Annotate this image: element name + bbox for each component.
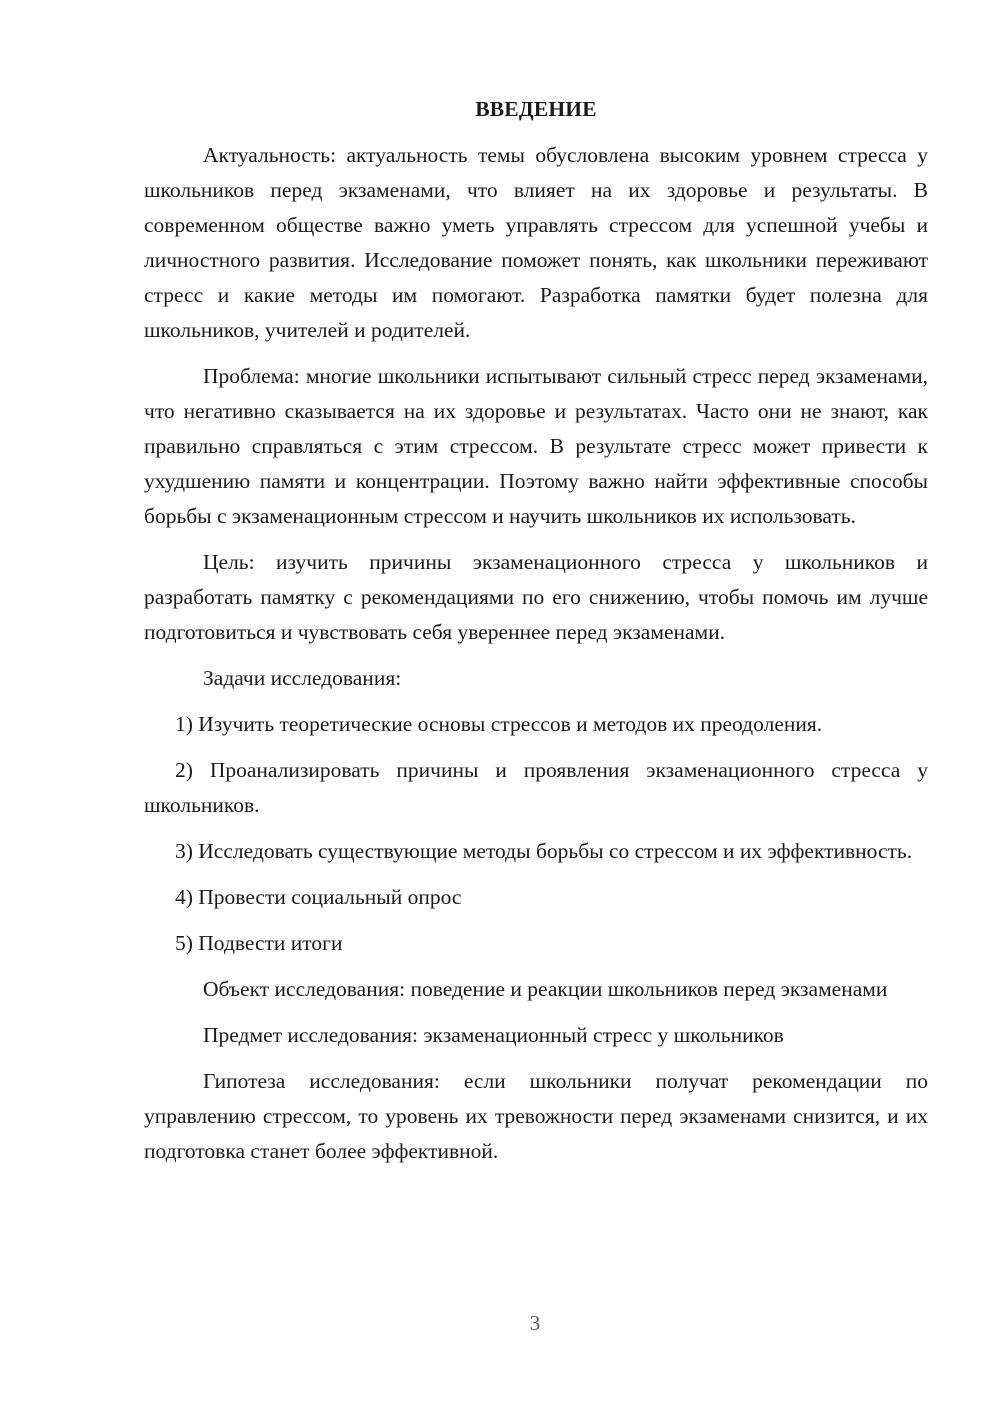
- paragraph-relevance: Актуальность: актуальность темы обусловлена высоким уровнем стресса у школьников перед экзаменами, что влияет на их здоровье и результаты. В современном обществе важно уметь управлять стрессом для успешной учебы и личностного развития. Исследование поможет понять, как школьники переживают стресс и какие методы им помогают. Разработка памятки будет полезна для школьников, учителей и родителей.: [144, 143, 928, 342]
- section-title: ВВЕДЕНИЕ: [475, 97, 597, 121]
- task-item-3: 3) Исследовать существующие методы борьбы со стрессом и их эффективность.: [175, 839, 913, 863]
- paragraph-goal: Цель: изучить причины экзаменационного стресса у школьников и разработать памятку с рекомендациями по его снижению, чтобы помочь им лучше подготовиться и чувствовать себя увереннее перед экзаменами.: [144, 550, 928, 644]
- paragraph-hypothesis: Гипотеза исследования: если школьники получат рекомендации по управлению стрессом, то уровень их тревожности перед экзаменами снизится, и их подготовка станет более эффективной.: [144, 1069, 928, 1163]
- page-number: 3: [529, 1311, 541, 1335]
- task-item-1: 1) Изучить теоретические основы стрессов и методов их преодоления.: [175, 712, 823, 736]
- document-page: [144, 92, 928, 1169]
- paragraph-problem: Проблема: многие школьники испытывают сильный стресс перед экзаменами, что негативно сказывается на их здоровье и результатах. Часто они не знают, как правильно справляться с этим стрессом. В результате стресс может привести к ухудшению памяти и концентрации. Поэтому важно найти эффективные способы борьбы с экзаменационным стрессом и научить школьников их использовать.: [144, 364, 928, 528]
- paragraph-object: Объект исследования: поведение и реакции школьников перед экзаменами: [203, 977, 888, 1001]
- tasks-heading: Задачи исследования:: [203, 666, 402, 690]
- task-item-5: 5) Подвести итоги: [175, 931, 343, 955]
- paragraph-subject: Предмет исследования: экзаменационный стресс у школьников: [203, 1023, 784, 1047]
- task-item-2: 2) Проанализировать причины и проявления экзаменационного стресса у школьников.: [144, 758, 928, 817]
- task-item-4: 4) Провести социальный опрос: [175, 885, 462, 909]
